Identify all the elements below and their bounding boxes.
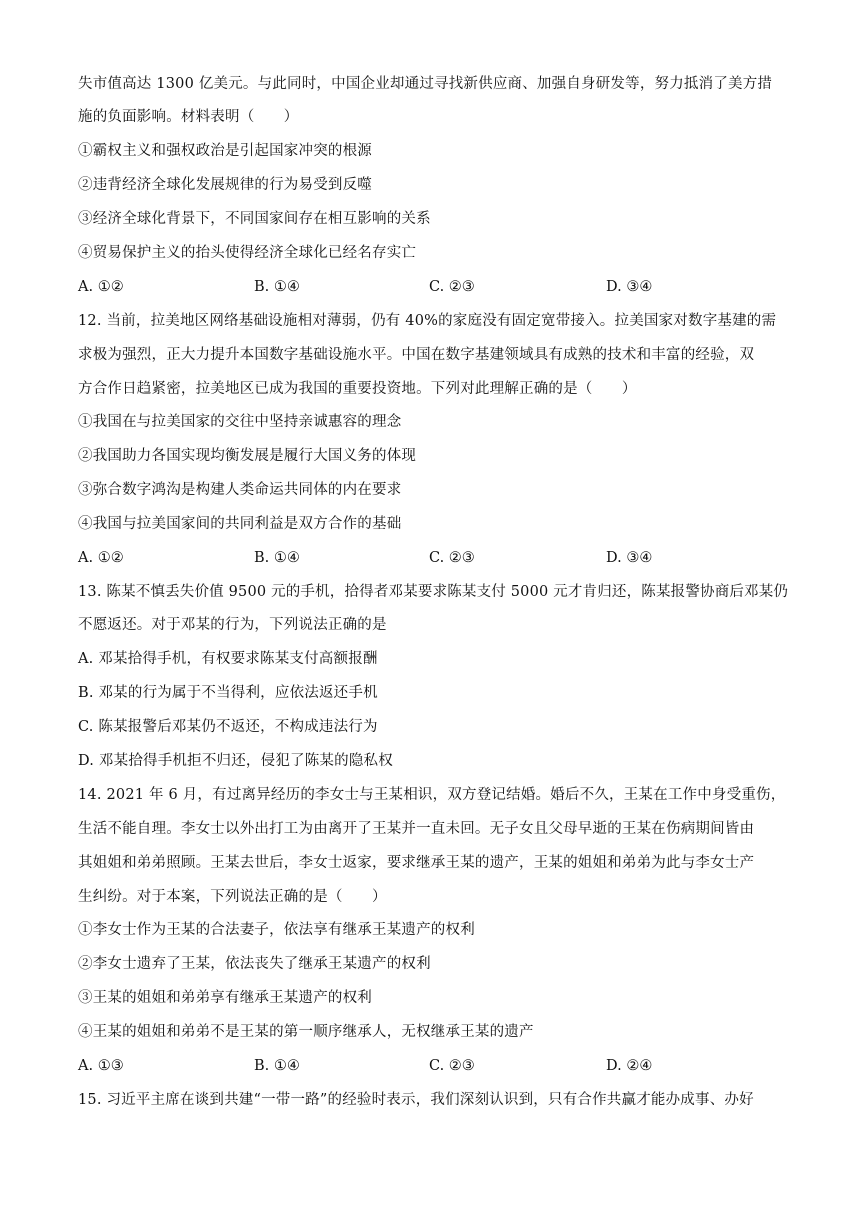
answer-choices-q14 bbox=[78, 1056, 788, 1076]
text-line: 失市值高达 1300 亿美元。与此同时，中国企业却通过寻找新供应商、加强自身研发等，努力抵消了美方措 bbox=[78, 76, 773, 92]
choice-a: A. ①③ bbox=[78, 1058, 124, 1074]
option-statement: ②李女士遗弃了王某，依法丧失了继承王某遗产的权利 bbox=[78, 956, 431, 972]
option-statement: ④贸易保护主义的抬头使得经济全球化已经名存实亡 bbox=[78, 245, 417, 261]
choice-b: B. ①④ bbox=[254, 1058, 300, 1074]
text-line: 求极为强烈，正大力提升本国数字基础设施水平。中国在数字基建领域具有成熟的技术和丰富的经验，双 bbox=[78, 347, 755, 363]
option-statement: ③王某的姐姐和弟弟享有继承王某遗产的权利 bbox=[78, 990, 372, 1006]
choice-b: B. ①④ bbox=[254, 550, 300, 566]
option-statement: ②我国助力各国实现均衡发展是履行大国义务的体现 bbox=[78, 448, 417, 464]
option-statement: ①霸权主义和强权政治是引起国家冲突的根源 bbox=[78, 143, 372, 159]
choice-b: B. 邓某的行为属于不当得利，应依法返还手机 bbox=[78, 685, 378, 701]
choice-a: A. ①② bbox=[78, 550, 124, 566]
answer-choices-q12 bbox=[78, 548, 788, 568]
text-line: 其姐姐和弟弟照顾。王某去世后，李女士返家，要求继承王某的遗产，王某的姐姐和弟弟为此与李女士产 bbox=[78, 855, 755, 871]
answer-choices-q11 bbox=[78, 277, 788, 297]
text-line: 生纠纷。对于本案，下列说法正确的是（ ） bbox=[78, 889, 387, 905]
choice-c: C. ②③ bbox=[429, 279, 475, 295]
option-statement: ④我国与拉美国家间的共同利益是双方合作的基础 bbox=[78, 516, 402, 532]
choice-d: D. ③④ bbox=[606, 279, 653, 295]
question-13: 13. 陈某不慎丢失价值 9500 元的手机，拾得者邓某要求陈某支付 5000 元才肯归还，陈某报警协商后邓某仍 bbox=[78, 584, 789, 600]
choice-a: A. ①② bbox=[78, 279, 124, 295]
question-12: 12. 当前，拉美地区网络基础设施相对薄弱，仍有 40%的家庭没有固定宽带接入。拉美国家对数字基建的需 bbox=[78, 313, 777, 329]
option-statement: ②违背经济全球化发展规律的行为易受到反噬 bbox=[78, 177, 372, 193]
choice-b: B. ①④ bbox=[254, 279, 300, 295]
choice-a: A. 邓某拾得手机，有权要求陈某支付高额报酬 bbox=[78, 651, 378, 667]
choice-d: D. 邓某拾得手机拒不归还，侵犯了陈某的隐私权 bbox=[78, 753, 393, 769]
option-statement: ①李女士作为王某的合法妻子，依法享有继承王某遗产的权利 bbox=[78, 922, 475, 938]
text-line: 施的负面影响。材料表明（ ） bbox=[78, 109, 299, 125]
text-line: 方合作日趋紧密，拉美地区已成为我国的重要投资地。下列对此理解正确的是（ ） bbox=[78, 381, 637, 397]
question-14: 14. 2021 年 6 月，有过离异经历的李女士与王某相识，双方登记结婚。婚后不久，王某在工作中身受重伤， bbox=[78, 787, 786, 803]
option-statement: ①我国在与拉美国家的交往中坚持亲诚惠容的理念 bbox=[78, 414, 402, 430]
choice-d: D. ③④ bbox=[606, 550, 653, 566]
option-statement: ③弥合数字鸿沟是构建人类命运共同体的内在要求 bbox=[78, 482, 402, 498]
question-15: 15. 习近平主席在谈到共建“一带一路”的经验时表示，我们深刻认识到，只有合作共赢才能办成事、办好 bbox=[78, 1092, 754, 1108]
choice-c: C. ②③ bbox=[429, 1058, 475, 1074]
choice-c: C. 陈某报警后邓某仍不返还，不构成违法行为 bbox=[78, 719, 378, 735]
text-line: 生活不能自理。李女士以外出打工为由离开了王某并一直未回。无子女且父母早逝的王某在伤病期间皆由 bbox=[78, 821, 755, 837]
choice-c: C. ②③ bbox=[429, 550, 475, 566]
text-line: 不愿返还。对于邓某的行为，下列说法正确的是 bbox=[78, 617, 387, 633]
option-statement: ④王某的姐姐和弟弟不是王某的第一顺序继承人，无权继承王某的遗产 bbox=[78, 1024, 534, 1040]
option-statement: ③经济全球化背景下，不同国家间存在相互影响的关系 bbox=[78, 211, 431, 227]
choice-d: D. ②④ bbox=[606, 1058, 653, 1074]
